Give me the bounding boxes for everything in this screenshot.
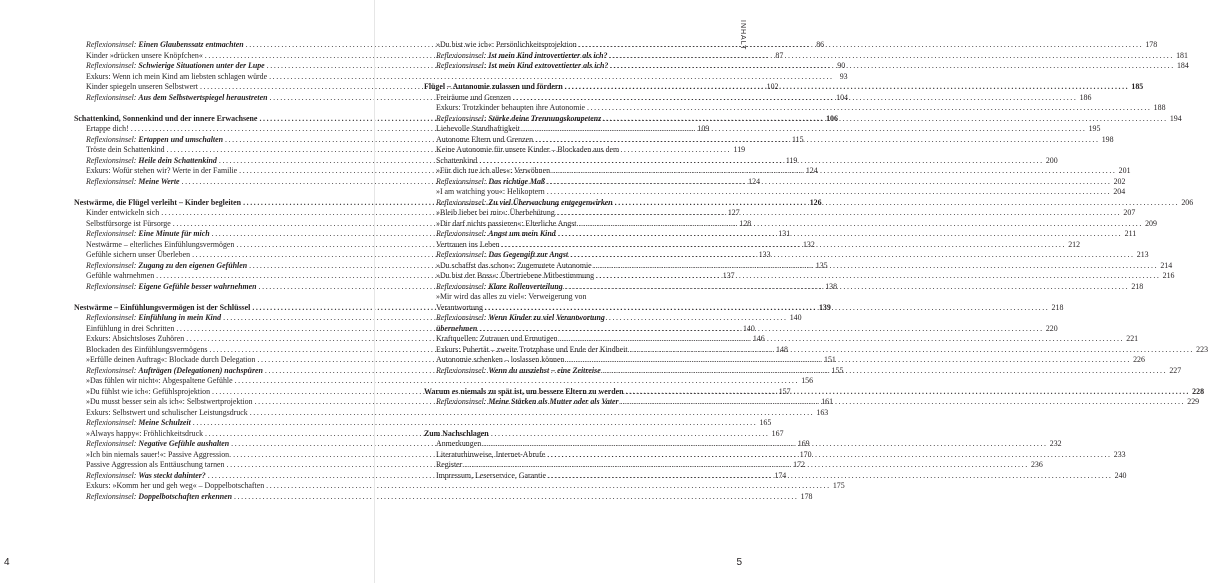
toc-page-number: 127 [727,208,740,217]
toc-entry-title: Kinder »drücken unsere Knöpfchen« [86,50,203,60]
reflection-title: Schwierige Situationen unter der Lupe [138,61,265,70]
toc-page-number: 240 [1114,470,1127,480]
dot-leader [547,177,1111,188]
reflection-prefix: Reflexionsinsel: [86,313,137,322]
toc-page-number: 232 [1049,439,1062,448]
dot-leader [552,166,1116,177]
reflection-title: Ertappen und umschalten [138,134,224,144]
dot-leader [566,355,1130,366]
reflection-prefix: Reflexionsinsel: [86,281,137,291]
reflection-title: Wenn du ausziehst – eine Zeitreise [488,365,601,375]
toc-entry [424,145,684,156]
toc-entry-title: »Du bist der Boss«: Übertriebene Mitbestimmung [436,271,595,280]
dot-leader [603,366,1167,377]
toc-entry-title: »Ich bin niemals sauer!«: Passive Aggression. [86,449,232,459]
dot-leader [570,250,1134,261]
toc-entry-title: Exkurs: Trotzkinder behaupten ihre Autonomie [436,103,586,112]
reflection-prefix: Reflexionsinsel: [86,491,137,501]
toc-entry-title: Zum Nachschlagen [424,428,489,438]
reflection-title: Eigene Gefühle besser wahrnehmen [138,281,257,291]
dot-leader [609,51,1173,62]
dot-leader [587,103,1151,114]
toc-entry-title: Exkurs: Wofür stehen wir? Werte in der Familie [86,166,238,175]
toc-entry-title: Literaturhinweise, Internet-Abrufe [436,449,546,459]
reflection-prefix: Reflexionsinsel: [86,134,137,144]
toc-page-number: 209 [1145,218,1157,228]
toc-page-number: 139 [818,302,831,312]
dot-leader [485,303,1049,314]
reflection-title: Meine Schulzeit [138,418,191,427]
reflection-prefix: Reflexionsinsel: [86,418,137,427]
reflection-prefix: Reflexionsinsel: [86,439,137,448]
toc-page-number: 204 [1113,187,1126,196]
toc-page-number: 151 [824,355,836,364]
reflection-title: Zugang zu den eigenen Gefühlen [138,260,248,270]
toc-page-number: 218 [1051,302,1064,312]
reflection-title: Was steckt dahinter? [138,470,206,480]
toc-page-number: 167 [771,428,784,438]
toc-entry-title [86,366,263,377]
toc-page-number: 175 [832,481,845,490]
reflection-prefix: Reflexionsinsel: [86,92,137,102]
dot-leader [565,82,1129,93]
reflection-title: Einfühlung in mein Kind [138,313,222,322]
toc-entry-title: Exkurs: Selbstwert und schulischer Leistungsdruck [86,407,248,417]
dot-leader [565,282,1129,293]
toc-page-number: 161 [821,397,834,406]
toc-page-number: 109 [697,124,710,133]
dot-leader [479,324,1043,335]
reflection-prefix: Reflexionsinsel: [436,197,487,207]
reflection-title: Das Gegengift zur Angst [488,250,569,259]
dot-leader [579,40,1143,51]
reflection-prefix: Reflexionsinsel: [86,365,137,375]
toc-entry-title: Kinder entwickeln sich [86,208,160,217]
toc-entry-title [86,418,191,429]
reflection-prefix: Reflexionsinsel: [86,470,137,480]
dot-leader [557,208,1121,219]
reflection-title: Ist mein Kind introvertierter als ich? [488,50,608,60]
reflection-title: Klare Rollenverteilung [488,281,563,291]
toc-entry-title: Schattenkind [436,155,478,165]
toc-page-number: 133 [758,250,771,259]
toc-entry-title [86,439,229,450]
dot-leader [626,387,1190,398]
toc-page-number: 119 [785,155,798,165]
toc-entry-title [86,313,221,324]
toc-page-number: 157 [778,386,791,396]
toc-entry-title: Ertappe dich! [86,124,129,133]
dot-leader [522,124,1086,135]
toc-entry-title: Flügel – Autonomie zulassen und fördern [424,82,563,91]
toc-entry-title [86,93,268,104]
toc-entry-title [86,261,247,272]
page-number-left: 4 [4,557,10,568]
toc-entry-title: »Erfülle deinen Auftrag«: Blockade durch Delegation [86,355,256,364]
toc-page-number: 216 [1162,271,1175,280]
toc-page-number: 201 [1118,166,1131,175]
toc-entry-title: Autonomie schenken – loslassen können [436,355,565,364]
reflection-prefix: Reflexionsinsel: [436,250,487,259]
toc-page-number: 194 [1169,113,1182,123]
toc-entry-title [86,492,232,503]
toc-page-number: 212 [1068,239,1081,249]
toc-entry-title: Einfühlung in drei Schritten [86,323,175,333]
toc-entry-title: Nestwärme, die Flügel verleiht – Kinder begleiten [74,197,242,207]
dot-leader [535,135,1099,146]
toc-entry-title [436,324,477,335]
dot-leader [548,471,1112,482]
toc-page-number: 119 [733,145,746,154]
toc-entry [424,103,1166,114]
toc-page-number: 174 [774,470,787,480]
toc-page-number: 236 [1030,460,1043,469]
reflection-prefix: Reflexionsinsel: [436,313,487,322]
toc-page-number: 124 [748,176,761,186]
reflection-title: Stärke deine Trennungskompetenz [488,113,602,123]
toc-page-number: 156 [801,376,814,385]
reflection-title: Meine Stärken als Mutter oder als Vater [488,397,619,406]
toc-page-number: 131 [778,229,791,238]
reflection-prefix: Reflexionsinsel: [436,365,487,375]
toc-page-number: 214 [1160,260,1173,270]
toc-entry-title: Kinder spiegeln unseren Selbstwert [86,82,198,91]
dot-leader [558,229,1122,240]
toc-entry [74,481,845,492]
toc-page-number: 155 [831,365,844,375]
toc-entry-title [436,282,563,293]
toc-entry-title: »Always happy«: Fröhlichkeitsdruck [86,428,204,438]
toc-page-number: 229 [1187,397,1200,406]
toc-entry-title [86,471,206,482]
toc-page-number: 178 [800,491,813,501]
reflection-prefix: Reflexionsinsel: [86,176,137,186]
reflection-prefix: Reflexionsinsel: [86,260,137,270]
reflection-prefix: Reflexionsinsel: [436,61,487,70]
toc-entry-title [86,135,223,146]
reflection-prefix: Reflexionsinsel: [436,229,487,238]
toc-entry-title: Gefühle wahrnehmen [86,271,155,280]
toc-entry-title: Freiräume und Grenzen [436,92,511,102]
dot-leader [513,93,1077,104]
toc-entry-title: Blockaden des Einfühlungsvermögens [86,344,208,354]
dot-leader [547,450,1111,461]
toc-page-number: 200 [1045,155,1058,165]
toc-entry-title: Warum es niemals zu spät ist, um bessere Eltern zu werden [424,386,624,396]
dot-leader [483,439,1047,450]
toc-page-number: 124 [805,166,818,175]
toc-page-number: 206 [1181,197,1194,207]
toc-entry-title: Schattenkind, Sonnenkind und der innere Erwachsene [74,113,258,123]
toc-page-number: 188 [1153,103,1166,112]
toc-page-number: 207 [1123,208,1136,217]
toc-entry [74,376,814,387]
toc-page-number: 165 [759,418,772,427]
toc-page-number: 185 [1131,82,1144,91]
toc-entry [74,491,813,503]
toc-entry-title: »Du bist wie ich«: Persönlichkeitsprojektion [436,40,577,49]
toc-entry-title: Kraftquellen: Zutrauen und Ermutigen [436,334,558,343]
toc-entry-title: Passive Aggression als Enttäuschung tarnen [86,460,225,469]
reflection-prefix: Reflexionsinsel: [86,229,137,238]
toc-entry-title: Nestwärme – elterliches Einfühlungsvermögen [86,239,235,249]
reflection-prefix: Reflexionsinsel: [86,40,137,49]
toc-page-number: 87 [775,50,784,60]
toc-page-number: 233 [1113,449,1126,459]
reflection-title: Heile dein Schattenkind [138,155,217,165]
toc-page-number: 202 [1113,176,1126,186]
toc-page-number: 213 [1136,250,1149,259]
dot-leader [464,460,1028,471]
toc-page-number: 163 [816,407,829,417]
toc-page-number: 186 [1079,92,1092,102]
reflection-title: Zu viel Überwachung entgegenwirken [488,197,613,207]
toc-entry-title: Gefühle sichern unser Überleben [86,250,191,259]
toc-entry-title: Nestwärme – Einfühlungsvermögen ist der Schlüssel [74,302,251,312]
toc-entry-title: »Du fühlst wie ich«: Gefühlsprojektion [86,386,211,396]
toc-entry-title: Liebevolle Standhaftigkeit [436,124,520,133]
toc-page-number: 115 [791,134,804,144]
toc-page-number: 138 [825,281,838,291]
toc-page-number: 102 [766,82,779,91]
toc-entry-title [436,313,605,324]
toc-page-number: 170 [799,449,812,459]
toc-page-number: 178 [1145,40,1158,49]
reflection-prefix: Reflexionsinsel: [436,281,487,291]
toc-entry-title [86,156,217,167]
toc-page-number: 226 [1133,355,1145,364]
toc-entry [74,418,772,429]
toc-entry-title: »Du schaffst das schon«: Zugemutete Autonomie [436,260,592,270]
toc-entry-title [436,397,619,408]
toc-entry-title [436,51,607,62]
dot-leader [596,271,1160,282]
reflection-title: Doppelbotschaften erkennen [138,491,232,501]
toc-page-number: 90 [837,61,846,70]
toc-page-number: 169 [797,439,810,448]
toc-entry-title: Autonome Eltern und Grenzen [436,134,534,144]
toc-entry-title: »Das fühlen wir nicht«: Abgespaltene Gefühle [86,376,233,385]
toc-chapter [424,429,684,440]
toc-entry-title [86,229,210,240]
toc-page-number: 93 [839,71,848,81]
toc-page-number: 195 [1088,124,1101,133]
reflection-title: Einen Glaubenssatz entmachten [138,40,244,49]
page-number-right: 5 [736,557,742,568]
toc-page-number: 220 [1045,323,1058,333]
toc-entry-title: Exkurs: Absichtsloses Zuhören [86,334,185,343]
reflection-title: Negative Gefühle aushalten [138,439,230,448]
toc-page-number: 137 [722,271,735,280]
toc-page-number: 184 [1176,61,1189,70]
reflection-prefix: Reflexionsinsel: [436,50,487,60]
toc-page-number: 211 [1124,229,1137,238]
toc-entry-title [86,177,180,188]
toc-entry-title: Anmerkungen [436,439,482,448]
toc-entry [424,187,1126,198]
toc-page-number: 172 [793,460,805,469]
toc-entry [74,407,829,419]
toc-entry-title: »Bleib lieber bei mir«: Überbehütung [436,208,555,217]
toc-entry-title: »Du musst besser sein als ich«: Selbstwertprojektion [86,397,253,406]
toc-page-number: 132 [802,239,815,249]
toc-page-number: 146 [752,334,765,343]
reflection-title: Meine Werte [138,176,180,186]
dot-leader [502,240,1066,251]
toc-page-number: 140 [742,323,755,333]
toc-page-number: 218 [1131,281,1144,291]
toc-page-number: 221 [1126,334,1139,343]
reflection-title: Aus dem Selbstwertspiegel heraustreten [138,92,268,102]
toc-entry-title: Exkurs: »Komm her und geh weg« – Doppelbotschaften [86,481,265,490]
reflection-title: Eine Minute für mich [138,229,210,238]
toc-entry-title [436,177,545,188]
reflection-prefix: Reflexionsinsel: [436,176,487,186]
reflection-title: Aufträgen (Delegationen) nachspüren [138,365,263,375]
toc-entry-title [86,40,244,51]
dot-leader [560,334,1124,345]
reflection-title: Das richtige Maß [488,176,545,186]
toc-entry-title: Impressum, Leserservice, Garantie [436,470,546,480]
dot-leader [578,219,1142,230]
toc-entry-title [436,366,601,377]
toc-entry-title: »I am watching you«: Helikoptern [436,187,545,196]
toc-page-number: 198 [1101,134,1114,144]
reflection-prefix: Reflexionsinsel: [436,397,487,406]
toc-entry-title: »Mir wird das alles zu viel«: Verweigerung von [436,292,587,301]
dot-leader [547,187,1111,198]
toc-entry-title: Verantwortung [436,302,483,312]
toc-entry-title: Vertrauen ins Leben [436,239,500,249]
dot-leader [630,345,1194,356]
dot-leader [594,261,1158,272]
toc-entry-title: Keine Autonomie für unsere Kinder – Blockaden aus dem [436,145,620,154]
toc-page-number: 126 [809,197,822,207]
toc-page-number: 135 [815,260,828,270]
toc-page-number: 228 [1192,386,1205,396]
dot-leader [610,61,1174,72]
toc-entry-title [436,61,608,72]
toc-entry [424,313,684,324]
toc-entry-title: Tröste dein Schattenkind [86,145,165,154]
section-side-label: INHALT [739,20,746,51]
toc-entry-title: Register [436,460,463,469]
toc-entry-title: Selbstfürsorge ist Fürsorge [86,218,171,228]
toc-entry-title [436,229,556,240]
reflection-title: übernehmen [436,323,478,333]
toc-entry-title [436,198,613,209]
toc-entry-title [436,250,568,261]
toc-entry-title: »Dir darf nichts passieren«: Elterliche Angst [436,218,577,228]
toc-entry-title [86,282,257,293]
toc-entry [74,71,848,83]
dot-leader [621,397,1185,408]
reflection-prefix: Reflexionsinsel: [436,113,487,123]
dot-leader [603,114,1167,125]
dot-leader [615,198,1179,209]
reflection-prefix: Reflexionsinsel: [86,61,137,70]
toc-entry-title: Exkurs: Wenn ich mein Kind am liebsten schlagen würde [86,71,268,81]
toc-entry-title: Exkurs: Pubertät – zweite Trotzphase und Ende der Kindheit [436,344,628,354]
toc-page-number: 227 [1169,365,1182,375]
toc-entry-title: »Für dich tue ich alles«: Verwöhnen [436,166,551,175]
toc-entry-title [436,114,601,125]
dot-leader [479,156,1043,167]
toc-page-number: 140 [789,313,802,322]
toc-entry [74,155,798,167]
reflection-title: Ist mein Kind extrovertierter als ich? [488,61,609,70]
toc-page-number: 86 [816,40,825,49]
toc-page-number: 106 [826,113,838,123]
toc-page-number: 104 [836,92,848,102]
reflection-title: Angst um mein Kind [488,229,556,238]
reflection-prefix: Reflexionsinsel: [86,155,137,165]
toc-entry-title [86,61,265,72]
reflection-title: Wenn Kinder zu viel Verantwortung [488,313,605,322]
toc-page-number: 148 [776,344,788,354]
toc-page-number: 223 [1196,344,1208,354]
toc-page-number: 181 [1176,50,1188,60]
toc-page-number: 128 [739,218,752,228]
toc-entry [424,292,684,303]
